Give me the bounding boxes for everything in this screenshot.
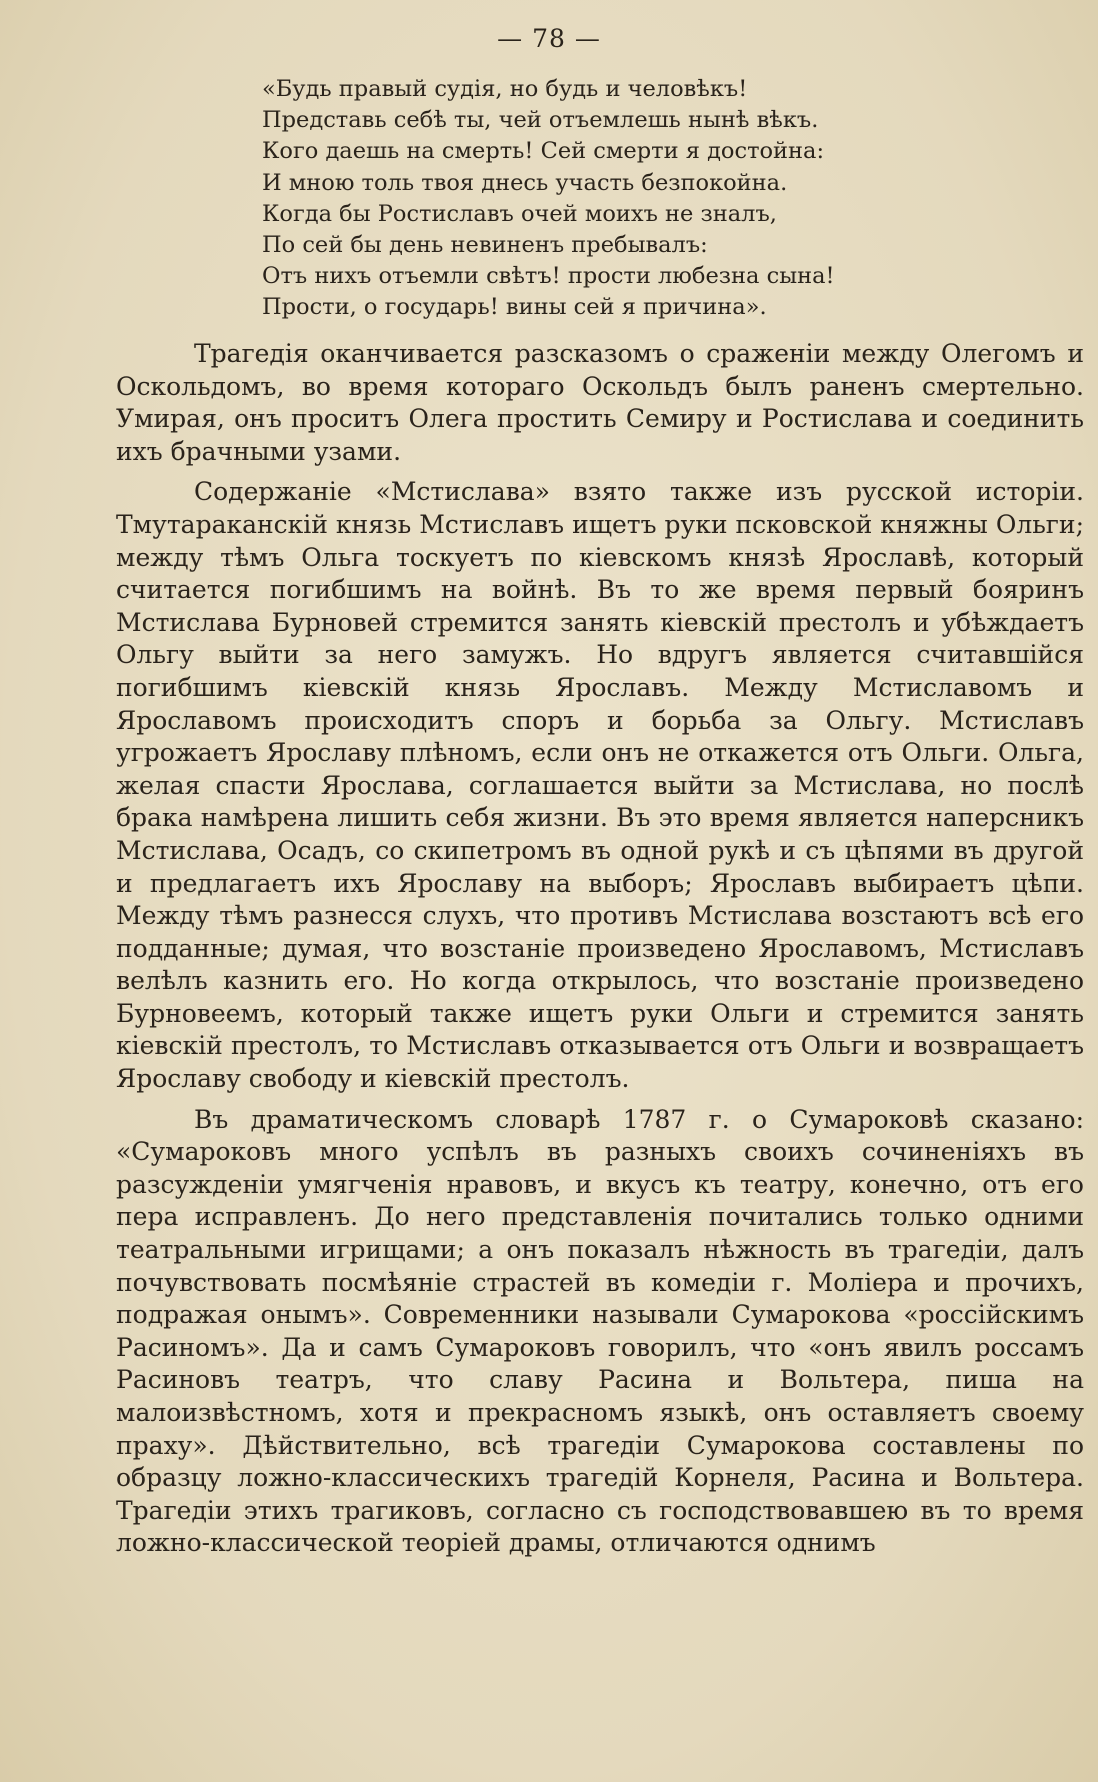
poem-line: Представь себѣ ты, чей отъемлешь нынѣ вѣкъ.: [262, 107, 819, 134]
poem-line: Прости, о государь! вины сей я причина».: [262, 294, 767, 321]
poem-line: Кого даешь на смерть! Сей смерти я достойна:: [262, 138, 825, 165]
poem-line: По сей бы день невиненъ пребывалъ:: [262, 232, 708, 259]
poem-line: Когда бы Ростиславъ очей моихъ не зналъ,: [262, 200, 777, 227]
page-number: — 78 —: [497, 24, 601, 53]
body-text: [116, 338, 1084, 1560]
paragraph-tragedy-ending: Трагедія оканчивается разсказомъ о сраженіи между Олегомъ и Оскольдомъ, во время котораго Оскольдъ былъ раненъ смертельно. Умирая, онъ проситъ Олега простить Семиру и Ростислава и соединить ихъ брачными узами.: [116, 339, 1084, 466]
paragraph-mstislav-summary: Содержаніе «Мстислава» взято также изъ русской исторіи. Тмутараканскій князь Мстиславъ ищетъ руки псковской княжны Ольги; между тѣмъ Ольга тоскуетъ по кіевскомъ князѣ Ярославѣ, который считается погибшимъ на войнѣ. Въ то же время первый бояринъ Мстислава Бурновей стремится занять кіевскій престолъ и убѣждаетъ Ольгу выйти за него замужъ. Но вдругъ является считавшійся погибшимъ кіевскій князь Ярославъ. Между Мстиславомъ и Ярославомъ происходитъ споръ и борьба за Ольгу. Мстиславъ угрожаетъ Ярославу плѣномъ, если онъ не откажется отъ Ольги. Ольга, желая спасти Ярослава, соглашается выйти за Мстислава, но послѣ брака намѣрена лишить себя жизни. Въ это время является наперсникъ Мстислава, Осадъ, со скипетромъ въ одной рукѣ и съ цѣпями въ другой и предлагаетъ ихъ Ярославу на выборъ; Ярославъ выбираетъ цѣпи. Между тѣмъ разнесся слухъ, что противъ Мстислава возстаютъ всѣ его подданные; думая, что возстаніе произведено Ярославомъ, Мстиславъ велѣлъ казнить его. Но когда открылось, что возстаніе произведено Бурновеемъ, который также ищетъ руки Ольги и стремится занять кіевскій престолъ, то Мстиславъ отказывается отъ Ольги и возвращаетъ Ярославу свободу и кіевскій престолъ.: [116, 477, 1084, 1094]
poem-line: «Будь правый судія, но будь и человѣкъ!: [262, 76, 748, 102]
poem-line: Отъ нихъ отъемли свѣтъ! прости любезна сына!: [262, 263, 835, 290]
poem-line: И мною толь твоя днесь участь безпокойна.: [262, 169, 788, 196]
poem-quote: [262, 74, 882, 324]
paragraph-dramatic-dictionary: Въ драматическомъ словарѣ 1787 г. о Сумароковѣ сказано: «Сумароковъ много успѣлъ въ разныхъ своихъ сочиненіяхъ въ разсужденіи умягченія нравовъ, и вкусъ къ театру, конечно, отъ его пера исправленъ. До него представленія почитались только одними театральными игрищами; а онъ показалъ нѣжность въ трагедіи, далъ почувствовать посмѣяніе страстей въ комедіи г. Моліера и прочихъ, подражая онымъ». Современники называли Сумарокова «россійскимъ Расиномъ». Да и самъ Сумароковъ говорилъ, что «онъ явилъ россамъ Расиновъ театръ, что славу Расина и Вольтера, пиша на малоизвѣстномъ, хотя и прекрасномъ языкѣ, онъ оставляетъ своему праху». Дѣйствительно, всѣ трагедіи Сумарокова составлены по образцу ложно-классическихъ трагедій Корнеля, Расина и Вольтера. Трагедіи этихъ трагиковъ, согласно съ господствовавшею въ то время ложно-классической теоріей драмы, отличаются однимъ: [116, 1104, 1084, 1558]
